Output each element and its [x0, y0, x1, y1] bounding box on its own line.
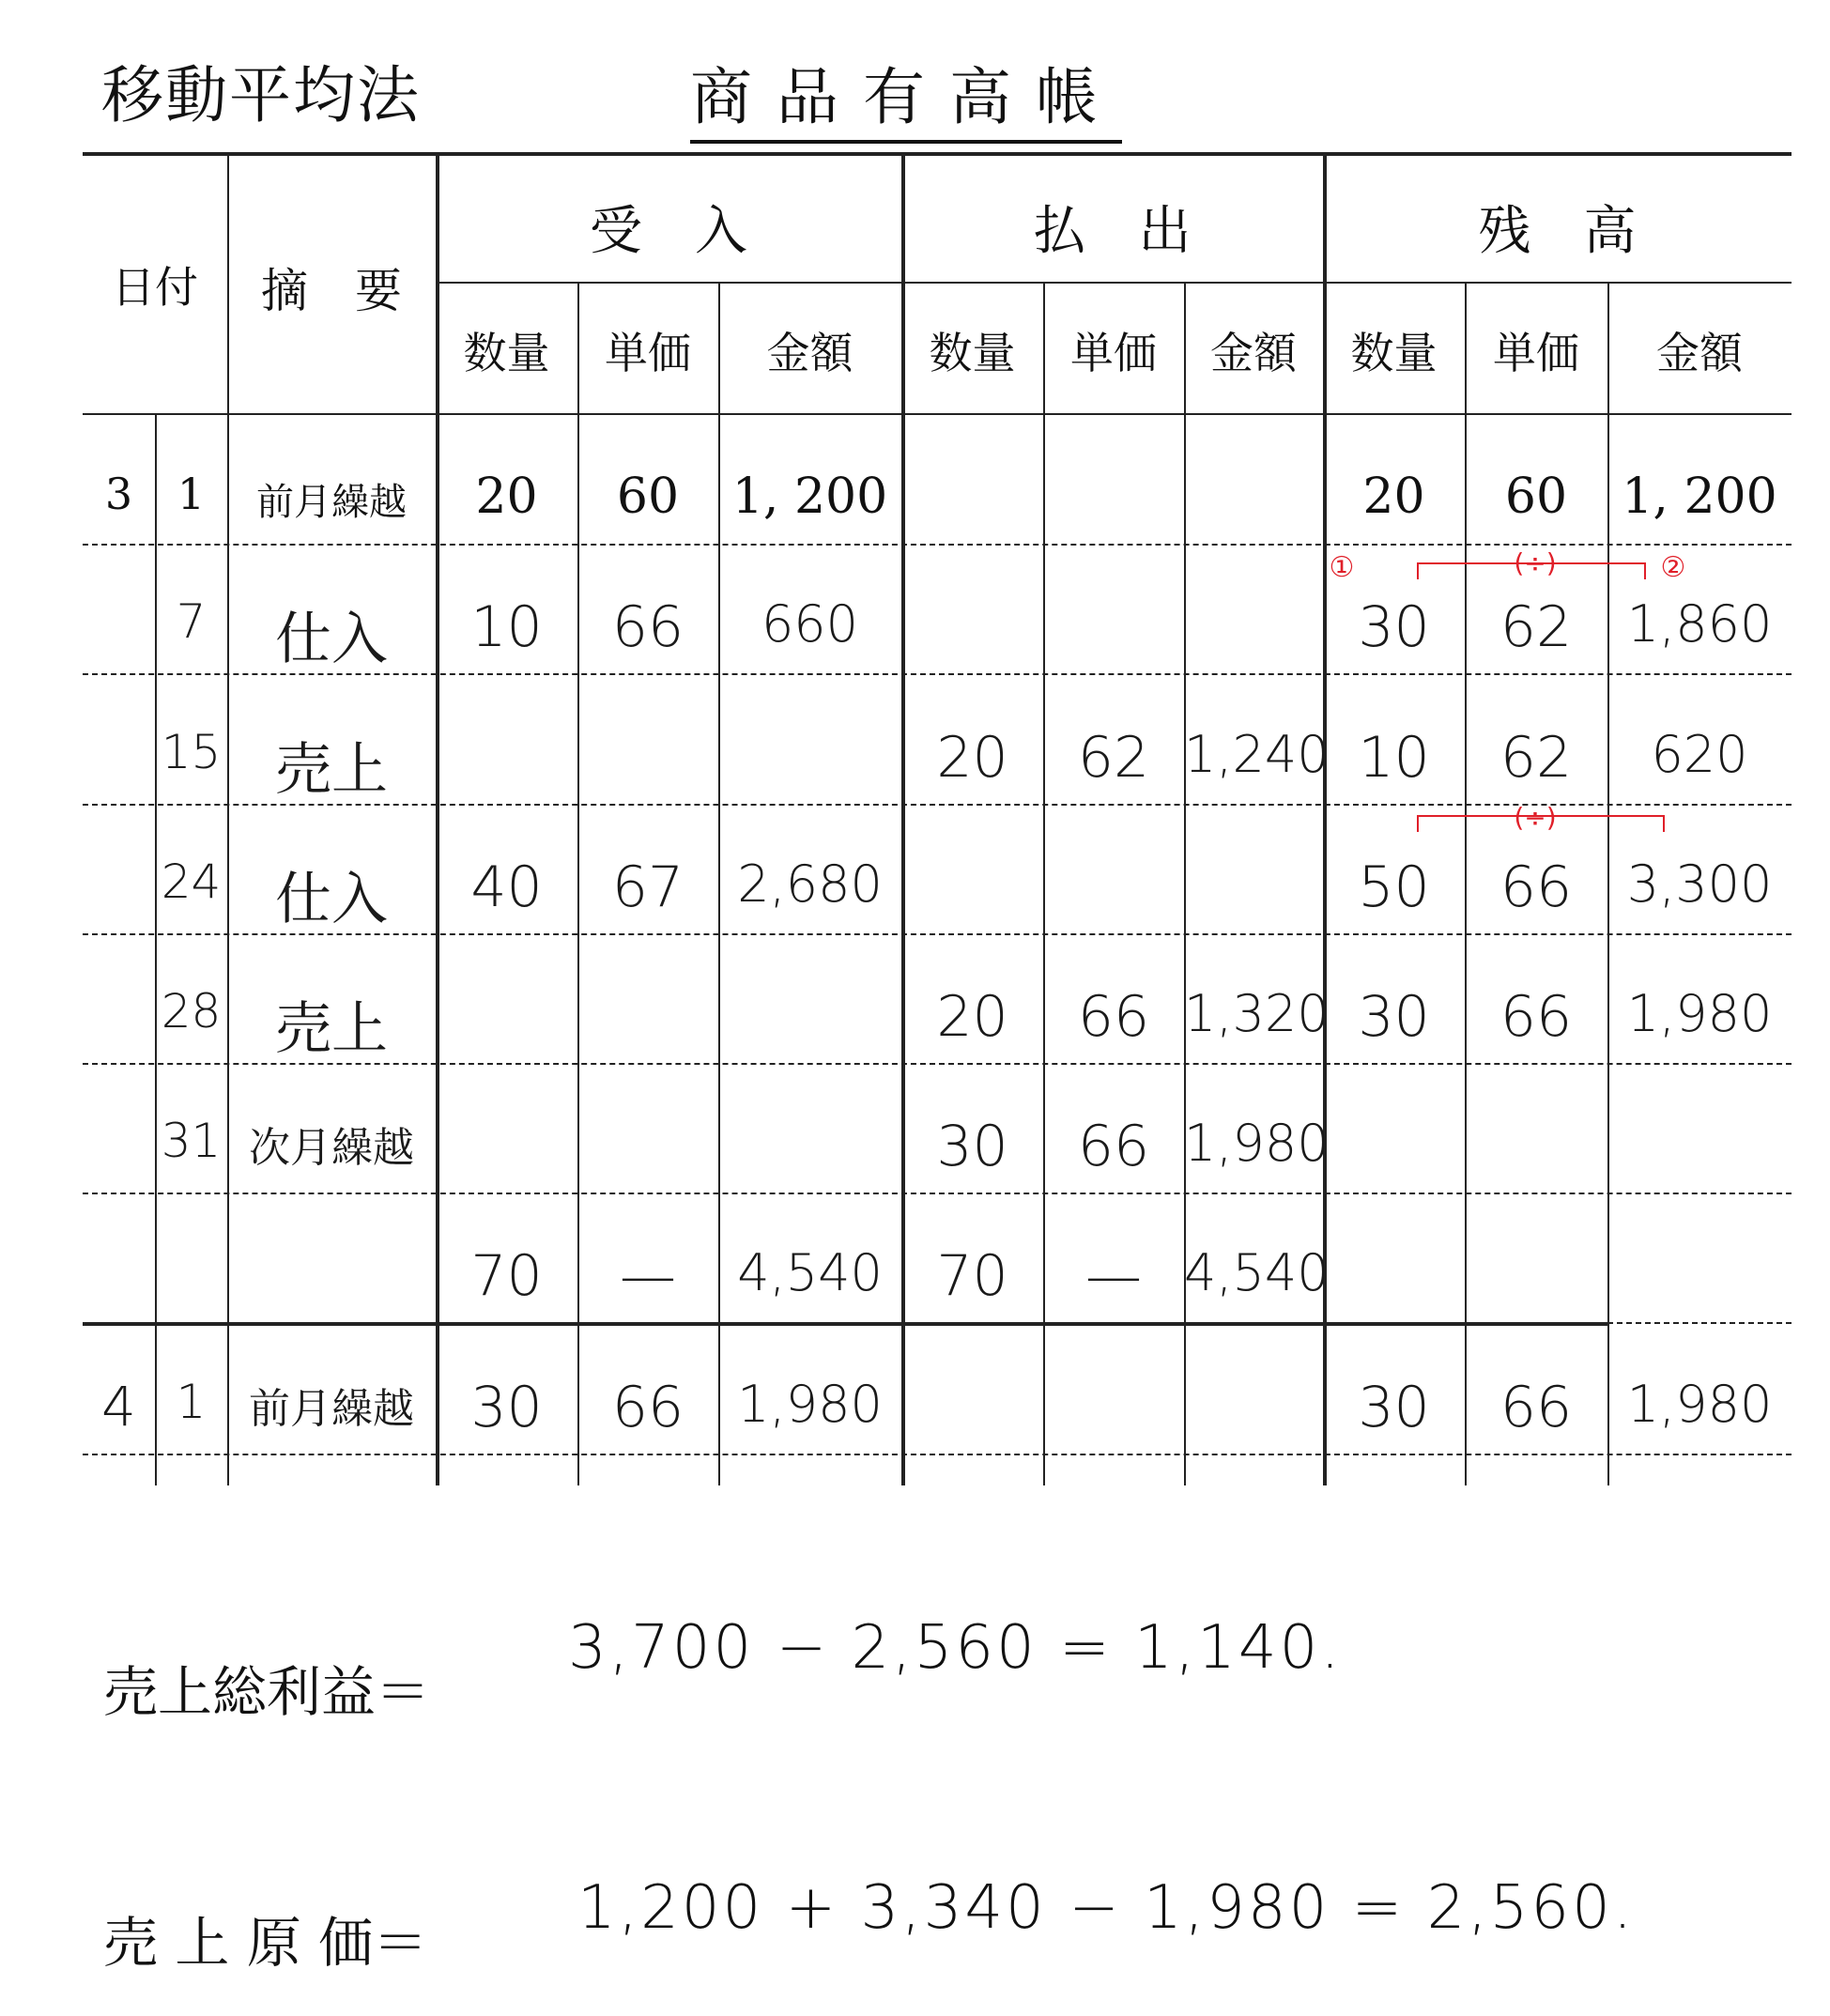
- cell-in-p: 67: [611, 854, 684, 920]
- header-amount: 金額: [766, 328, 853, 378]
- row-divider: [1607, 1322, 1792, 1324]
- annotation-marker-2: ②: [1660, 551, 1686, 584]
- cell-out-q: 20: [936, 725, 1008, 791]
- cell-out-p: 62: [1077, 725, 1150, 791]
- row-divider: [83, 1193, 1792, 1194]
- cell-in-p: 66: [611, 594, 684, 660]
- month-close-rule: [436, 1322, 1607, 1326]
- header-bottom-border: [83, 413, 1792, 415]
- date-month: 3: [104, 469, 133, 519]
- cell-bal-a: 1,860: [1626, 594, 1773, 654]
- cell-in-q: 40: [470, 854, 543, 920]
- cell-out-p: —: [1085, 1243, 1142, 1309]
- cell-bal-p: 66: [1499, 1375, 1573, 1440]
- ledger-title: 商品有高帳: [690, 47, 1122, 144]
- row-description: 前月繰越: [256, 481, 407, 524]
- cell-bal-a: 620: [1651, 725, 1748, 784]
- row-divider: [83, 544, 1792, 546]
- cell-bal-p: 62: [1499, 594, 1573, 660]
- annotation-divide-row4: (÷): [1514, 802, 1557, 833]
- header-description: 摘 要: [261, 264, 402, 318]
- cell-bal-q: 30: [1358, 1375, 1430, 1440]
- header-amount: 金額: [1210, 328, 1297, 378]
- header-unit_price: 単価: [1070, 328, 1157, 378]
- cell-bal-p: 66: [1499, 984, 1573, 1050]
- annotation-divide-row2: (÷): [1514, 547, 1557, 578]
- cell-bal-q: 30: [1358, 984, 1430, 1050]
- cell-out-q: 30: [936, 1114, 1008, 1179]
- date-day: 1: [177, 469, 206, 519]
- cell-bal-q: 10: [1358, 725, 1430, 791]
- header-receipts: 受 入: [590, 201, 747, 262]
- cell-out-q: 20: [936, 984, 1008, 1050]
- cell-out-q: 70: [936, 1243, 1008, 1309]
- cell-in-a: 660: [761, 594, 859, 654]
- row-divider: [83, 1454, 1792, 1455]
- row-description: 売上: [275, 737, 388, 803]
- row-description: 前月繰越: [249, 1385, 414, 1433]
- cell-in-q: 20: [475, 469, 538, 525]
- cell-in-q: 70: [470, 1243, 543, 1309]
- header-amount: 金額: [1656, 328, 1743, 378]
- date-day: 28: [161, 984, 222, 1039]
- header-unit_price: 単価: [605, 328, 691, 378]
- cell-out-a: 1,980: [1184, 1114, 1330, 1173]
- cell-in-a: 4,540: [737, 1243, 883, 1302]
- row-description: 仕入: [275, 607, 388, 672]
- month-close-rule-left: [83, 1322, 436, 1326]
- header-unit_price: 単価: [1493, 328, 1579, 378]
- cell-bal-q: 30: [1358, 594, 1430, 660]
- header-balance: 残 高: [1478, 201, 1637, 262]
- cell-out-p: 66: [1077, 984, 1150, 1050]
- cell-bal-q: 20: [1362, 469, 1425, 525]
- cell-in-p: 60: [616, 469, 680, 525]
- header-qty: 数量: [929, 328, 1016, 378]
- col-border-sub: [1184, 282, 1186, 1485]
- cell-bal-a: 1, 200: [1622, 469, 1777, 525]
- cell-in-p: 66: [611, 1375, 684, 1440]
- gross-profit-label: 売上総利益＝: [103, 1660, 431, 1724]
- row-description: 売上: [275, 996, 388, 1062]
- gross-profit-expression: 3,700 − 2,560 = 1,140.: [568, 1613, 1343, 1683]
- cell-bal-p: 60: [1504, 469, 1568, 525]
- date-day: 1: [176, 1375, 207, 1429]
- method-label: 移動平均法: [101, 59, 421, 131]
- cell-out-a: 1,320: [1184, 984, 1330, 1043]
- cell-in-p: —: [620, 1243, 676, 1309]
- cell-out-a: 1,240: [1184, 725, 1330, 784]
- cell-in-a: 1,980: [737, 1375, 883, 1434]
- date-day: 31: [161, 1114, 222, 1168]
- cost-of-sales-expression: 1,200 + 3,340 − 1,980 = 2,560.: [577, 1873, 1636, 1943]
- annotation-marker-1: ①: [1329, 551, 1355, 584]
- cell-bal-a: 1,980: [1626, 984, 1773, 1043]
- row-description: 次月繰越: [249, 1124, 414, 1172]
- date-day: 7: [176, 594, 207, 649]
- cell-bal-a: 3,300: [1626, 854, 1773, 914]
- header-qty: 数量: [463, 328, 550, 378]
- cell-bal-p: 62: [1499, 725, 1573, 791]
- header-issues: 払 出: [1033, 201, 1192, 262]
- cell-bal-p: 66: [1499, 854, 1573, 920]
- header-divider: [436, 282, 1792, 284]
- cost-of-sales-label: 売 上 原 価＝: [103, 1911, 428, 1975]
- table-top-border: [83, 152, 1792, 156]
- inventory-ledger-table: [83, 152, 1792, 1485]
- cell-bal-q: 50: [1358, 854, 1430, 920]
- date-month: 4: [101, 1375, 136, 1439]
- cell-in-q: 30: [470, 1375, 543, 1440]
- cell-in-a: 1, 200: [731, 469, 888, 525]
- header-qty: 数量: [1350, 328, 1438, 378]
- cell-out-a: 4,540: [1184, 1243, 1330, 1302]
- row-description: 仕入: [275, 867, 388, 932]
- date-day: 15: [161, 725, 222, 779]
- date-day: 24: [161, 854, 222, 909]
- col-border-description: [227, 152, 229, 1485]
- header-date: 日付: [112, 262, 198, 313]
- col-border-day: [155, 413, 157, 1485]
- cell-out-p: 66: [1077, 1114, 1150, 1179]
- cell-in-a: 2,680: [737, 854, 883, 914]
- cell-in-q: 10: [470, 594, 543, 660]
- cell-bal-a: 1,980: [1626, 1375, 1773, 1434]
